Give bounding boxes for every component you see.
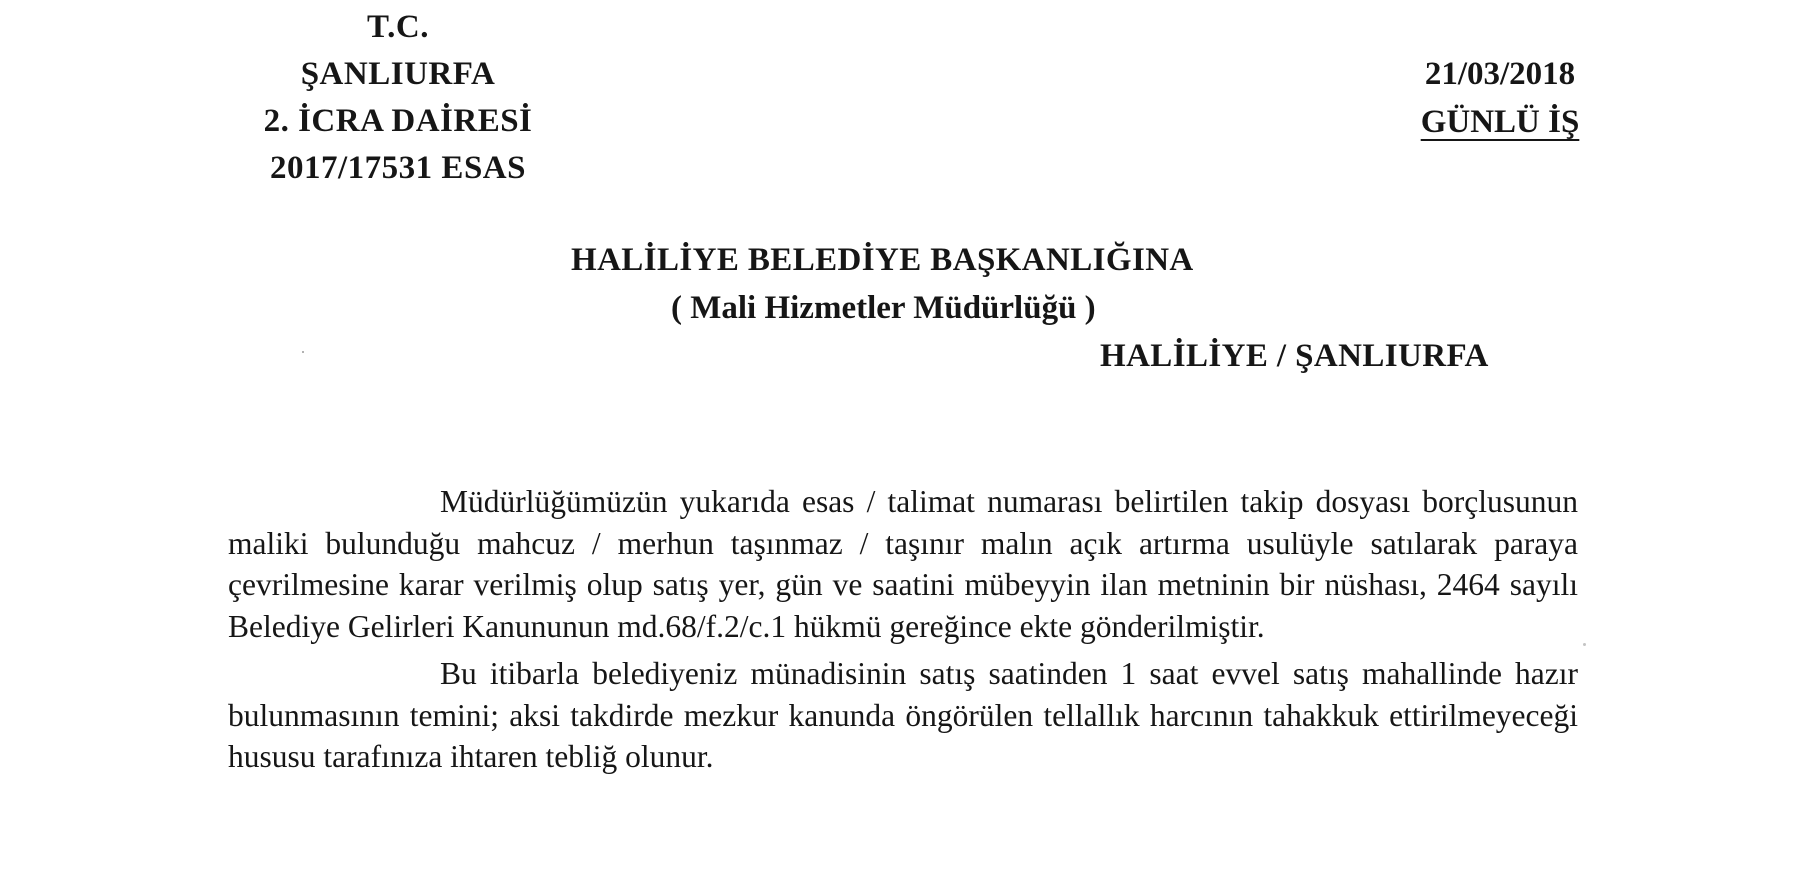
- letter-body: [228, 481, 1578, 778]
- body-paragraph-2: Bu itibarla belediyeniz münadisinin satış saatinden 1 saat evvel satış mahallinde hazır bulunmasının temini; aksi takdirde mezkur kanunda öngörülen tellallık harcının tahakkuk ettirilmeyeceği hususu tarafınıza ihtaren tebliğ olunur.: [228, 656, 1578, 774]
- office-heading: 2. İCRA DAİRESİ: [263, 103, 533, 139]
- recipient-unit: ( Mali Hizmetler Müdürlüğü ): [671, 290, 1096, 326]
- issuer-block: [228, 4, 568, 192]
- body-paragraph-1: Müdürlüğümüzün yukarıda esas / talimat numarası belirtilen takip dosyası borçlusunun maliki bulunduğu mahcuz / merhun taşınmaz / taşınır malın açık artırma usulüyle satılarak paraya çevrilmesine karar verilmiş olup satış yer, gün ve saatini mübeyyin ilan metninin bir nüshası, 2464 sayılı Belediye Gelirleri Kanununun md.68/f.2/c.1 hükmü gereğince ekte gönderilmiştir.: [228, 484, 1578, 644]
- country-heading: T.C.: [367, 9, 429, 45]
- recipient-name: HALİLİYE BELEDİYE BAŞKANLIĞINA: [571, 242, 1194, 278]
- scan-speck: [302, 351, 304, 353]
- urgency-label: GÜNLÜ İŞ: [1420, 104, 1580, 140]
- case-number: 2017/17531 ESAS: [270, 150, 526, 186]
- city-heading: ŞANLIURFA: [300, 56, 496, 92]
- date-block: [1380, 50, 1620, 146]
- scan-speck: [1583, 643, 1586, 646]
- document-date: 21/03/2018: [1424, 56, 1576, 92]
- recipient-place: HALİLİYE / ŞANLIURFA: [1100, 338, 1489, 374]
